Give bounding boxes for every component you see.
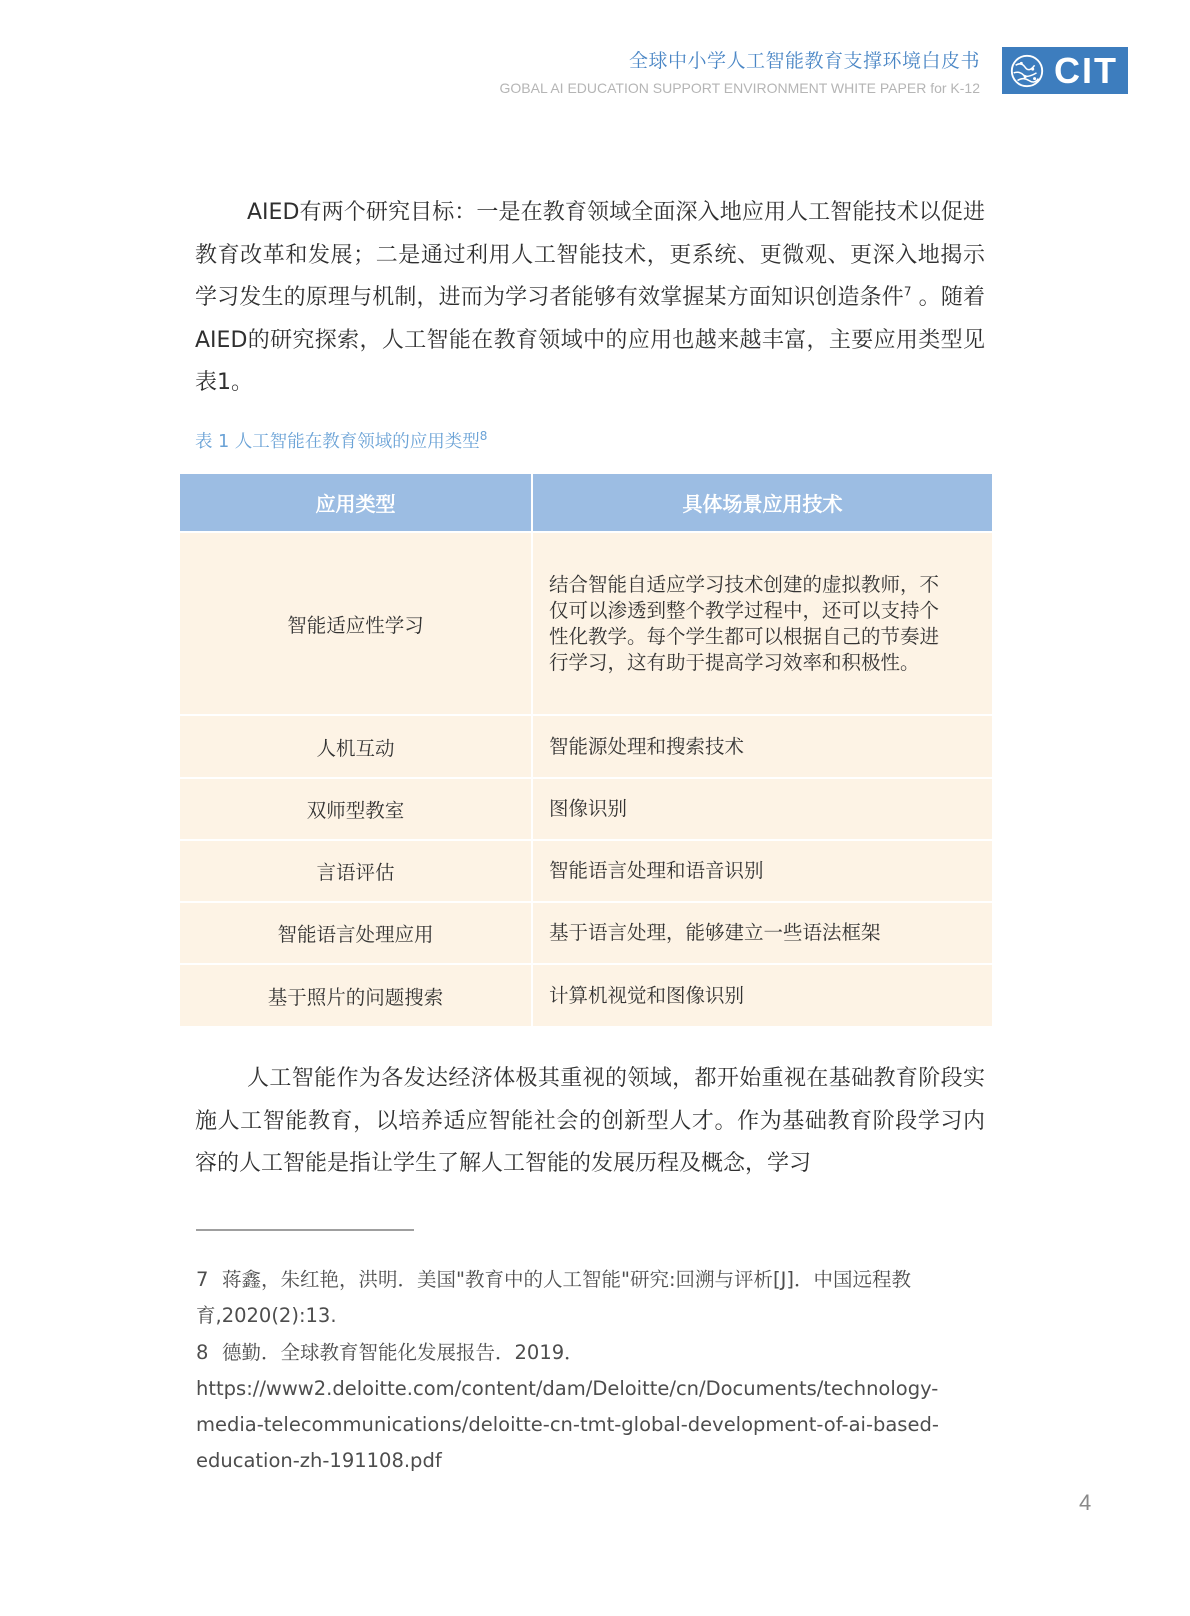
header-application-type: 应用类型 <box>180 474 532 532</box>
footnote-8 <box>196 1335 986 1479</box>
intro-text-continued: 。随着AIED的研究探索，人工智能在教育领域中的应用也越来越丰富，主要应用类型见表1。 <box>195 285 985 396</box>
table-cell-type: 智能适应性学习 <box>180 532 532 715</box>
header-title-en: GOBAL AI EDUCATION SUPPORT ENVIRONMENT WHITE PAPER for K-12 <box>499 80 980 96</box>
table-row <box>180 778 992 840</box>
header-scenario-technology: 具体场景应用技术 <box>532 474 992 532</box>
table-row <box>180 964 992 1026</box>
table-caption <box>195 428 487 453</box>
logo-text: CIT <box>1054 50 1118 91</box>
table-cell-type: 基于照片的问题搜索 <box>180 964 532 1026</box>
table-cell-type: 人机互动 <box>180 715 532 778</box>
footnote-number: 7 <box>196 1268 209 1291</box>
footnote-text: 蒋鑫，朱红艳，洪明．美国"教育中的人工智能"研究:回溯与评析[J]．中国远程教育,2020(2):13. <box>196 1268 911 1327</box>
table-row <box>180 902 992 964</box>
ai-education-paragraph: 人工智能作为各发达经济体极其重视的领域，都开始重视在基础教育阶段实施人工智能教育，以培养适应智能社会的创新型人才。作为基础教育阶段学习内容的人工智能是指让学生了解人工智能的发展历程及概念，学习 <box>195 1066 985 1177</box>
footnote-ref-7: 7 <box>903 284 912 299</box>
footnote-divider <box>196 1229 414 1231</box>
table-cell-tech: 智能源处理和搜索技术 <box>532 715 992 778</box>
table-cell-type: 双师型教室 <box>180 778 532 840</box>
footnote-ref-8: 8 <box>479 429 488 444</box>
cit-logo <box>1002 47 1128 94</box>
header-titles <box>499 50 980 96</box>
table-cell-tech: 图像识别 <box>532 778 992 840</box>
footnote-7 <box>196 1262 986 1334</box>
footnote-number: 8 <box>196 1341 209 1364</box>
table-cell-tech: 结合智能自适应学习技术创建的虚拟教师，不仅可以渗透到整个教学过程中，还可以支持个性化教学。每个学生都可以根据自己的节奏进行学习，这有助于提高学习效率和积极性。 <box>532 532 992 715</box>
table-cell-tech: 智能语言处理和语音识别 <box>532 840 992 902</box>
intro-paragraph <box>195 192 985 405</box>
table-cell-tech: 基于语言处理，能够建立一些语法框架 <box>532 902 992 964</box>
table-row <box>180 840 992 902</box>
table-cell-tech: 计算机视觉和图像识别 <box>532 964 992 1026</box>
table-caption-text: 表 1 人工智能在教育领域的应用类型 <box>195 432 480 452</box>
table-row <box>180 715 992 778</box>
page-number: 4 <box>1079 1490 1092 1515</box>
table-row <box>180 532 992 715</box>
footnote-text: 德勤．全球教育智能化发展报告．2019．https://www2.deloitte.com/content/dam/Deloitte/cn/Documents/technology-media-telecommunications/deloitte-cn-tmt-global-development-of-ai-based-education-zh-191108.pdf <box>196 1341 939 1472</box>
table-header-row <box>180 474 992 532</box>
application-types-table <box>180 474 992 1026</box>
intro-text: AIED有两个研究目标：一是在教育领域全面深入地应用人工智能技术以促进教育改革和发展；二是通过利用人工智能技术，更系统、更微观、更深入地揭示学习发生的原理与机制，进而为学习者能够有效掌握某方面知识创造条件 <box>195 200 985 311</box>
table-cell-type: 智能语言处理应用 <box>180 902 532 964</box>
header-title-cn: 全球中小学人工智能教育支撑环境白皮书 <box>628 50 980 72</box>
globe-brain-icon <box>1008 52 1046 90</box>
table-cell-type: 言语评估 <box>180 840 532 902</box>
